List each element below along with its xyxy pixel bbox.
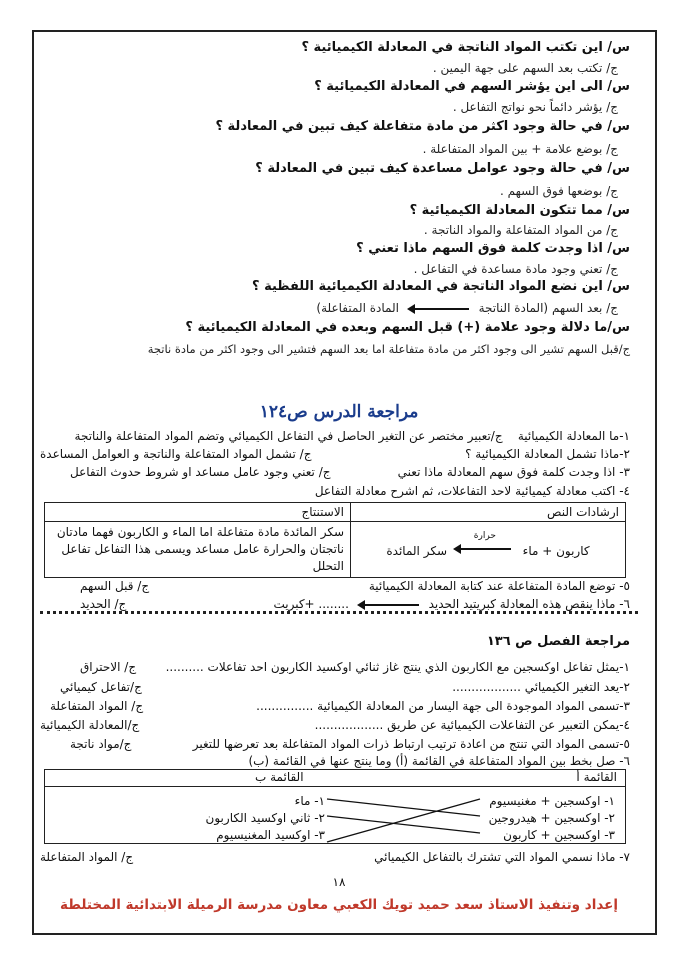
answer-7-reactants: المادة المتفاعلة) bbox=[316, 301, 399, 315]
equation-left: كاربون + ماء bbox=[522, 544, 590, 558]
review2-a7: ج/ المواد المتفاعلة bbox=[40, 850, 134, 864]
question-3: س/ في حالة وجود اكثر من مادة متفاعلة كيف تبين في المعادلة ؟ bbox=[215, 119, 630, 134]
answer-7-label: ج/ بعد السهم bbox=[551, 301, 618, 315]
answer-8: ج/قبل السهم تشير الى وجود اكثر من مادة متفاعلة اما بعد السهم فتشير الى وجود اكثر من مادة ناتجة bbox=[147, 342, 630, 356]
list-a-header: القائمة أ bbox=[576, 770, 617, 784]
question-7: س/ اين نضع المواد الناتجة في المعادلة الكيميائية اللفظية ؟ bbox=[252, 279, 630, 294]
answer-6: ج/ تعني وجود مادة مساعدة في التفاعل . bbox=[413, 262, 618, 276]
review2-item-7 bbox=[40, 849, 630, 865]
review2-a2: ج/تفاعل كيميائي bbox=[60, 680, 142, 694]
list-b-item: ١- ماء bbox=[294, 794, 325, 808]
review2-item-5 bbox=[40, 736, 630, 752]
list-b bbox=[175, 793, 325, 844]
review1-a2: ج/ تشمل المواد المتفاعلة والناتجة و العوامل المساعدة bbox=[40, 447, 312, 461]
review2-a3: ج/ المواد المتفاعلة bbox=[50, 699, 144, 713]
equation-table bbox=[44, 502, 626, 578]
question-6: س/ اذا وجدت كلمة فوق السهم ماذا تعني ؟ bbox=[356, 241, 630, 256]
review1-item-1 bbox=[40, 428, 630, 444]
review1-q5: ٥- توضع المادة المتفاعلة عند كتابة المعادلة الكيميائية bbox=[368, 579, 630, 593]
review1-q3: ٣- اذا وجدت كلمة فوق سهم المعادلة ماذا تعني bbox=[397, 465, 630, 479]
review2-item-2 bbox=[40, 679, 630, 695]
review2-item-4 bbox=[40, 717, 630, 733]
list-b-item: ٣- اوكسيد المغنيسيوم bbox=[216, 828, 325, 842]
footer-credit: إعداد وتنفيذ الاستاذ سعد حميد تويك الكعبي معاون مدرسة الرميلة الابتدائية المختلطة bbox=[60, 897, 618, 913]
table-header-conclusion: الاستنتاج bbox=[45, 503, 351, 522]
list-b-item: ٢- ثاني اوكسيد الكاربون bbox=[205, 811, 325, 825]
review2-a5: ج/مواد ناتجة bbox=[70, 737, 132, 751]
list-a-item: ٢- اوكسجين + هيدروجين bbox=[488, 811, 615, 825]
answer-4: ج/ بوضعها فوق السهم . bbox=[499, 184, 618, 198]
review1-a6: ج/ الحديد bbox=[80, 597, 127, 611]
review1-q1: ١-ما المعادلة الكيميائية bbox=[517, 429, 630, 443]
review1-q2: ٢-ماذا تشمل المعادلة الكيميائية ؟ bbox=[465, 447, 630, 461]
list-b-header: القائمة ب bbox=[255, 770, 304, 784]
page-number: ١٨ bbox=[332, 875, 346, 889]
review1-a5: ج/ قبل السهم bbox=[80, 579, 150, 593]
review2-q1: ١-يمثل تفاعل اوكسجين مع الكاربون الذي ينتج غاز ثنائي اوكسيد الكاربون احد تفاعلات .......... bbox=[165, 660, 630, 674]
review1-item-2 bbox=[40, 446, 630, 462]
question-2: س/ الى اين يؤشر السهم في المعادلة الكيميائية ؟ bbox=[314, 79, 630, 94]
matching-table bbox=[44, 769, 626, 844]
review-lesson-title: مراجعة الدرس ص١٢٤ bbox=[259, 402, 419, 422]
review2-q3: ٣-تسمى المواد الموجودة الى جهة اليسار من المعادلة الكيميائية ............... bbox=[256, 699, 630, 713]
review1-q6: ٦- ماذا ينقص هذه المعادلة كبريتيد الحديد bbox=[428, 597, 630, 611]
conclusion-cell: سكر المائدة مادة متفاعلة اما الماء و الكاربون فهما مادتان ناتجتان والحرارة عامل مساعد ويسمى هذا التفاعل تفاعل التحلل bbox=[45, 522, 351, 578]
equation-arrow bbox=[455, 531, 515, 555]
question-5: س/ مما تتكون المعادلة الكيميائية ؟ bbox=[409, 203, 630, 218]
table-header-hints: ارشادات النص bbox=[351, 503, 626, 522]
review2-q2: ٢-يعد التغير الكيميائي .................. bbox=[452, 680, 630, 694]
arrow-icon bbox=[409, 308, 469, 310]
dotted-separator bbox=[40, 611, 638, 614]
list-a bbox=[489, 793, 615, 844]
equation-right: سكر المائدة bbox=[386, 544, 448, 558]
review1-a3: ج/ تعني وجود عامل مساعد او شروط حدوث التفاعل bbox=[70, 465, 331, 479]
review2-a1: ج/ الاحتراق bbox=[80, 660, 137, 674]
answer-1: ج/ تكتب بعد السهم على جهة اليمين . bbox=[432, 61, 618, 75]
answer-7-products: (المادة الناتجة bbox=[478, 301, 549, 315]
review1-q6-tail: ........ +كبريت bbox=[273, 597, 349, 611]
review-chapter-title: مراجعة الفصل ص ١٣٦ bbox=[486, 634, 630, 649]
arrow-icon bbox=[455, 548, 511, 550]
answer-7 bbox=[40, 300, 618, 316]
equation-catalyst: حرارة bbox=[473, 531, 496, 541]
review1-item-4: ٤- اكتب معادلة كيميائية لاحد التفاعلات، ثم اشرح معادلة التفاعل bbox=[314, 484, 630, 498]
answer-3: ج/ بوضع علامة + بين المواد المتفاعلة . bbox=[422, 142, 618, 156]
matching-lines bbox=[325, 790, 485, 845]
arrow-icon bbox=[359, 604, 419, 606]
review2-q4: ٤-يمكن التعبير عن التفاعلات الكيميائية عن طريق .................. bbox=[314, 718, 630, 732]
equation-cell bbox=[351, 522, 626, 578]
review1-item-6 bbox=[40, 596, 630, 612]
review2-item-6: ٦- صل بخط بين المواد المتفاعلة في القائمة (أ) وما ينتج عنها في القائمة (ب) bbox=[248, 754, 630, 768]
review2-item-1 bbox=[40, 659, 630, 675]
review1-item-5 bbox=[40, 578, 630, 594]
answer-5: ج/ من المواد المتفاعلة والمواد الناتجة . bbox=[423, 223, 618, 237]
question-8: س/ما دلالة وجود علامة (+) قبل السهم وبعده في المعادلة الكيميائية ؟ bbox=[185, 320, 630, 335]
review2-item-3 bbox=[40, 698, 630, 714]
review2-q5: ٥-تسمى المواد التي تنتج من اعادة ترتيب ارتباط ذرات المواد المتفاعلة بعد تعرضها للتغير bbox=[192, 737, 630, 751]
answer-2: ج/ يؤشر دائماً نحو نواتج التفاعل . bbox=[452, 100, 618, 114]
review2-q7: ٧- ماذا نسمي المواد التي تشترك بالتفاعل الكيميائي bbox=[374, 850, 630, 864]
list-a-item: ١- اوكسجين + مغنيسيوم bbox=[489, 794, 615, 808]
list-a-item: ٣- اوكسجين + كاربون bbox=[503, 828, 615, 842]
review1-a1: ج/تعبير مختصر عن التغير الحاصل في التفاعل الكيميائي وتضم المواد المتفاعلة والناتجة bbox=[74, 429, 503, 443]
review1-item-3 bbox=[40, 464, 630, 480]
question-1: س/ اين تكتب المواد الناتجة في المعادلة الكيميائية ؟ bbox=[301, 40, 630, 55]
review2-a4: ج/المعادلة الكيميائية bbox=[40, 718, 140, 732]
question-4: س/ في حالة وجود عوامل مساعدة كيف تبين في المعادلة ؟ bbox=[255, 161, 630, 176]
